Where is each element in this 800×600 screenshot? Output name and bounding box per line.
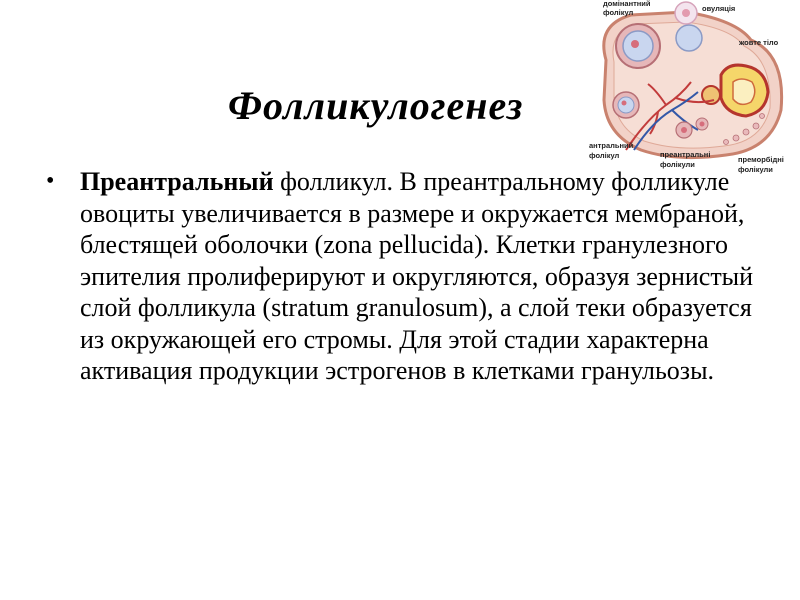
label-corpus-luteum: жовте тіло (739, 38, 779, 47)
label-primordial-follicles-2: фолікули (738, 165, 773, 174)
label-dominant-follicle-2: фолікул (603, 8, 634, 17)
ovary-illustration (586, 0, 800, 178)
bullet-item (40, 166, 765, 387)
label-antral-follicle-1: антральний (589, 141, 634, 150)
label-preantral-follicles-1: преантральні (660, 150, 711, 159)
ovary-diagram (586, 0, 800, 178)
bullet-lead-term: Преантральный (80, 167, 274, 196)
slide-title: Фолликулогенез (228, 83, 524, 128)
bullet-marker: • (46, 168, 55, 194)
label-primordial-follicles-1: преморбідні (738, 155, 784, 164)
label-ovulation: овуляція (702, 4, 736, 13)
label-dominant-follicle-1: домінантний (603, 0, 651, 8)
bullet-list (40, 166, 765, 387)
bullet-body-text: фолликул. В преантральному фолликуле овоциты увеличивается в размере и окружается мембраной, блестящей оболочки (zona pellucida). Клетки гранулезного эпителия пролиферируют и округляются, образуя зернистый слой фолликула (stratum granulosum), а слой теки образуется из окружающей его стромы. Для этой стадии характерна активация продукции эстрогенов в клетками гранульозы. (80, 167, 754, 385)
label-antral-follicle-2: фолікул (589, 151, 620, 160)
label-preantral-follicles-2: фолікули (660, 160, 695, 169)
